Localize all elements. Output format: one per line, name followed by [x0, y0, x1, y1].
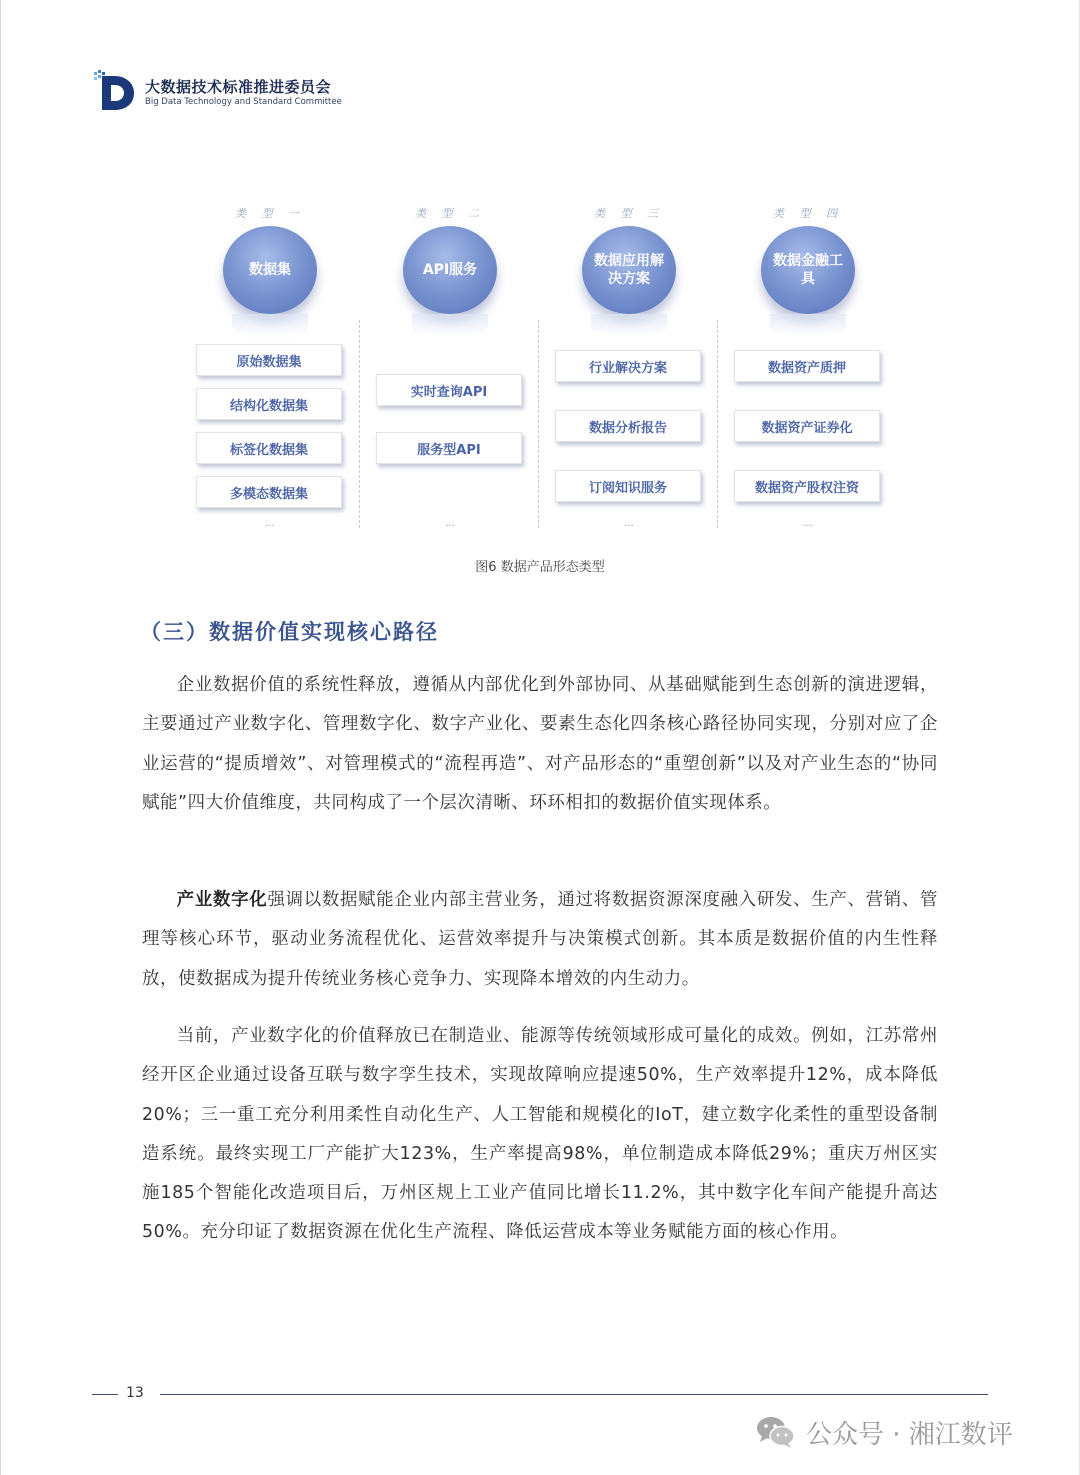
footer-rule-left: [92, 1394, 118, 1395]
type-column-3: [539, 200, 719, 540]
type-circle: [223, 226, 317, 314]
bdc-logo-icon: [94, 70, 136, 114]
circle-label: API服务: [422, 262, 478, 278]
product-box: 行业解决方案: [555, 350, 701, 382]
product-box: 多模态数据集: [196, 476, 342, 508]
product-box: 原始数据集: [196, 344, 342, 376]
wechat-icon: [756, 1415, 796, 1449]
org-name-cn: 大数据技术标准推进委员会: [145, 78, 332, 96]
circle-label: 数据集: [249, 262, 291, 278]
circle-reflection: [412, 314, 488, 338]
footer-rule-right: [160, 1394, 988, 1395]
product-box: 结构化数据集: [196, 388, 342, 420]
product-box: 实时查询API: [376, 374, 522, 406]
more-ellipsis: ...: [624, 518, 634, 529]
type-circle: [582, 226, 676, 314]
watermark-text: 公众号 · 湘江数评: [806, 1419, 1013, 1450]
type-column-1: [180, 200, 360, 540]
type-circle: [761, 226, 855, 314]
product-box: 数据资产证券化: [734, 410, 880, 442]
circle-reflection: [591, 314, 667, 338]
paragraph-1: [142, 666, 938, 823]
header-logo: [94, 70, 344, 116]
bold-term: 产业数字化: [176, 890, 268, 910]
more-ellipsis: ...: [803, 518, 813, 529]
more-ellipsis: ...: [445, 518, 455, 529]
type-label: 类 型 二: [415, 207, 485, 220]
paragraph-text: [142, 881, 938, 999]
type-label: 类 型 三: [594, 207, 664, 220]
circle-reflection: [232, 314, 308, 338]
org-name-en: Big Data Technology and Standard Committee: [145, 97, 342, 107]
type-column-2: [360, 200, 540, 540]
figure-caption: 图6 数据产品形态类型: [475, 560, 605, 575]
paragraph-text: 当前，产业数字化的价值释放已在制造业、能源等传统领域形成可量化的成效。例如，江苏常州经开区企业通过设备互联与数字孪生技术，实现故障响应提速50%，生产效率提升12%，成本降低20%；三一重工充分利用柔性自动化生产、人工智能和规模化的IoT，建立数字化柔性的重型设备制造系统。最终实现工厂产能扩大123%，生产率提高98%，单位制造成本降低29%；重庆万州区实施185个智能化改造项目后，万州区规上工业产值同比增长11.2%，其中数字化车间产能提升高达50%。充分印证了数据资源在优化生产流程、降低运营成本等业务赋能方面的核心作用。: [142, 1026, 938, 1243]
circle-label: 数据金融工具: [773, 253, 843, 287]
product-box: 数据分析报告: [555, 410, 701, 442]
product-box: 订阅知识服务: [555, 470, 701, 502]
product-box: 数据资产股权注资: [734, 470, 880, 502]
paragraph-text: 企业数据价值的系统性释放，遵循从内部优化到外部协同、从基础赋能到生态创新的演进逻辑，主要通过产业数字化、管理数字化、数字产业化、要素生态化四条核心路径协同实现，分别对应了企业运营的“提质增效”、对管理模式的“流程再造”、对产品形态的“重塑创新”以及对产业生态的“协同赋能”四大价值维度，共同构成了一个层次清晰、环环相扣的数据价值实现体系。: [142, 675, 938, 813]
more-ellipsis: ...: [265, 518, 275, 529]
product-box: 标签化数据集: [196, 432, 342, 464]
section-title: （三）数据价值实现核心路径: [140, 620, 439, 644]
page-number: 13: [126, 1385, 144, 1401]
paragraph-3: [142, 1017, 938, 1253]
paragraph-2: [142, 881, 938, 999]
circle-reflection: [770, 314, 846, 338]
circle-label: 数据应用解决方案: [594, 253, 664, 287]
type-circle: [403, 226, 497, 314]
paragraph-rest: 强调以数据赋能企业内部主营业务，通过将数据资源深度融入研发、生产、营销、管理等核心环节，驱动业务流程优化、运营效率提升与决策模式创新。其本质是数据价值的内生性释放，使数据成为提升传统业务核心竞争力、实现降本增效的内生动力。: [142, 890, 938, 989]
product-types-figure: [180, 200, 900, 540]
wechat-watermark: [756, 1412, 1013, 1452]
type-label: 类 型 一: [235, 207, 305, 220]
type-column-4: [718, 200, 898, 540]
product-box: 数据资产质押: [734, 350, 880, 382]
type-label: 类 型 四: [773, 207, 843, 220]
product-box: 服务型API: [376, 432, 522, 464]
